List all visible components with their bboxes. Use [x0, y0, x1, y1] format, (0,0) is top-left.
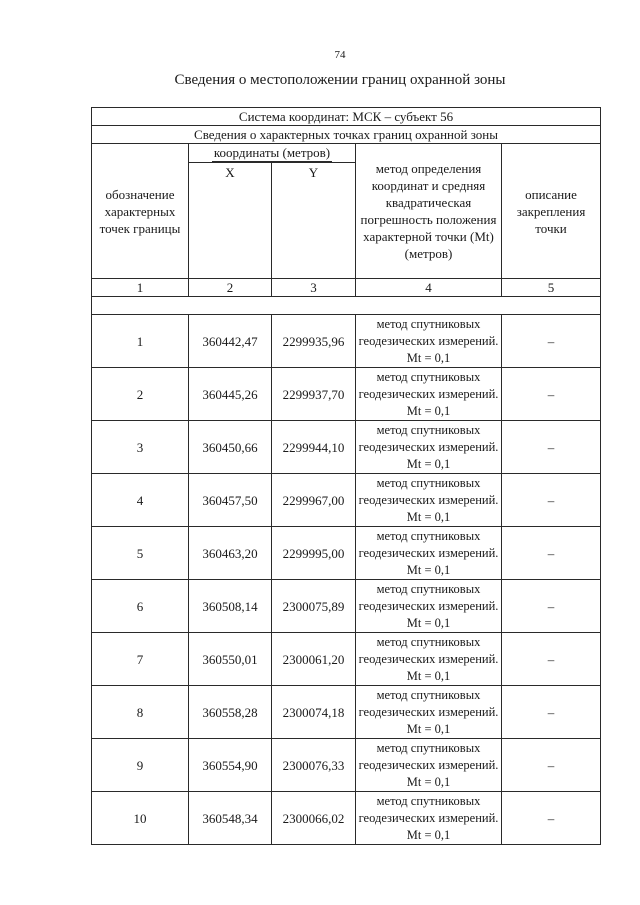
- point-cell: 3: [92, 421, 189, 474]
- point-cell: 4: [92, 474, 189, 527]
- y-cell: 2299995,00: [272, 527, 356, 580]
- header-point-label: обозначение характерных точек границы: [99, 186, 181, 236]
- y-cell: 2300075,89: [272, 580, 356, 633]
- column-number: 1: [92, 279, 189, 297]
- x-cell: 360463,20: [189, 527, 272, 580]
- x-cell: 360450,66: [189, 421, 272, 474]
- method-cell: метод спутниковых геодезических измерений. Mt = 0,1: [356, 421, 502, 474]
- point-cell: 8: [92, 686, 189, 739]
- method-cell: метод спутниковых геодезических измерений. Mt = 0,1: [356, 686, 502, 739]
- description-cell: –: [502, 633, 601, 686]
- y-cell: 2299937,70: [272, 368, 356, 421]
- table-row: [92, 421, 601, 474]
- column-number: 2: [189, 279, 272, 297]
- method-cell: метод спутниковых геодезических измерений. Mt = 0,1: [356, 633, 502, 686]
- column-number: 4: [356, 279, 502, 297]
- description-cell: –: [502, 792, 601, 845]
- column-number-row: [92, 279, 601, 297]
- x-cell: 360550,01: [189, 633, 272, 686]
- header-point: [92, 144, 189, 279]
- method-cell: метод спутниковых геодезических измерений. Mt = 0,1: [356, 527, 502, 580]
- y-cell: 2300074,18: [272, 686, 356, 739]
- method-cell: метод спутниковых геодезических измерений. Mt = 0,1: [356, 368, 502, 421]
- header-coords-label: координаты (метров): [213, 145, 331, 160]
- column-number: 3: [272, 279, 356, 297]
- description-cell: –: [502, 315, 601, 368]
- page-number: 74: [334, 49, 346, 61]
- header-method: [356, 144, 502, 279]
- table-row: [92, 686, 601, 739]
- description-cell: –: [502, 527, 601, 580]
- coordinate-system-row: [92, 108, 601, 126]
- header-row: [92, 144, 601, 163]
- coordinate-system-cell: Система координат: МСК – субъект 56: [92, 108, 601, 126]
- table-row: [92, 739, 601, 792]
- header-description-label: описание закрепления точки: [516, 186, 586, 236]
- point-cell: 1: [92, 315, 189, 368]
- description-cell: –: [502, 739, 601, 792]
- x-cell: 360445,26: [189, 368, 272, 421]
- empty-row: [92, 297, 601, 315]
- page-title: Сведения о местоположении границ охранной зоны: [174, 72, 506, 88]
- y-cell: 2300066,02: [272, 792, 356, 845]
- point-cell: 6: [92, 580, 189, 633]
- table-row: [92, 315, 601, 368]
- point-cell: 5: [92, 527, 189, 580]
- x-cell: 360554,90: [189, 739, 272, 792]
- table-row: [92, 633, 601, 686]
- table-row: [92, 527, 601, 580]
- point-cell: 7: [92, 633, 189, 686]
- section-cell: Сведения о характерных точках границ охранной зоны: [92, 126, 601, 144]
- method-cell: метод спутниковых геодезических измерений. Mt = 0,1: [356, 739, 502, 792]
- empty-cell: [92, 297, 601, 315]
- column-number: 5: [502, 279, 601, 297]
- method-cell: метод спутниковых геодезических измерений. Mt = 0,1: [356, 580, 502, 633]
- point-cell: 2: [92, 368, 189, 421]
- description-cell: –: [502, 368, 601, 421]
- x-cell: 360442,47: [189, 315, 272, 368]
- table-row: [92, 792, 601, 845]
- x-cell: 360548,34: [189, 792, 272, 845]
- boundary-points-table: [91, 107, 601, 845]
- x-cell: 360508,14: [189, 580, 272, 633]
- description-cell: –: [502, 580, 601, 633]
- x-cell: 360558,28: [189, 686, 272, 739]
- header-y: Y: [272, 163, 356, 279]
- y-cell: 2299944,10: [272, 421, 356, 474]
- description-cell: –: [502, 474, 601, 527]
- y-cell: 2299935,96: [272, 315, 356, 368]
- table-row: [92, 474, 601, 527]
- description-cell: –: [502, 421, 601, 474]
- section-row: [92, 126, 601, 144]
- table-row: [92, 580, 601, 633]
- point-cell: 10: [92, 792, 189, 845]
- method-cell: метод спутниковых геодезических измерений. Mt = 0,1: [356, 474, 502, 527]
- x-cell: 360457,50: [189, 474, 272, 527]
- header-x: X: [189, 163, 272, 279]
- header-description: [502, 144, 601, 279]
- header-method-label: метод определения координат и средняя квадратическая погрешность положения характерной точки (Mt) (метров): [360, 161, 497, 261]
- method-cell: метод спутниковых геодезических измерений. Mt = 0,1: [356, 315, 502, 368]
- point-cell: 9: [92, 739, 189, 792]
- y-cell: 2299967,00: [272, 474, 356, 527]
- header-coords: [189, 144, 356, 163]
- table-body: [92, 315, 601, 845]
- table-row: [92, 368, 601, 421]
- method-cell: метод спутниковых геодезических измерений. Mt = 0,1: [356, 792, 502, 845]
- description-cell: –: [502, 686, 601, 739]
- y-cell: 2300061,20: [272, 633, 356, 686]
- y-cell: 2300076,33: [272, 739, 356, 792]
